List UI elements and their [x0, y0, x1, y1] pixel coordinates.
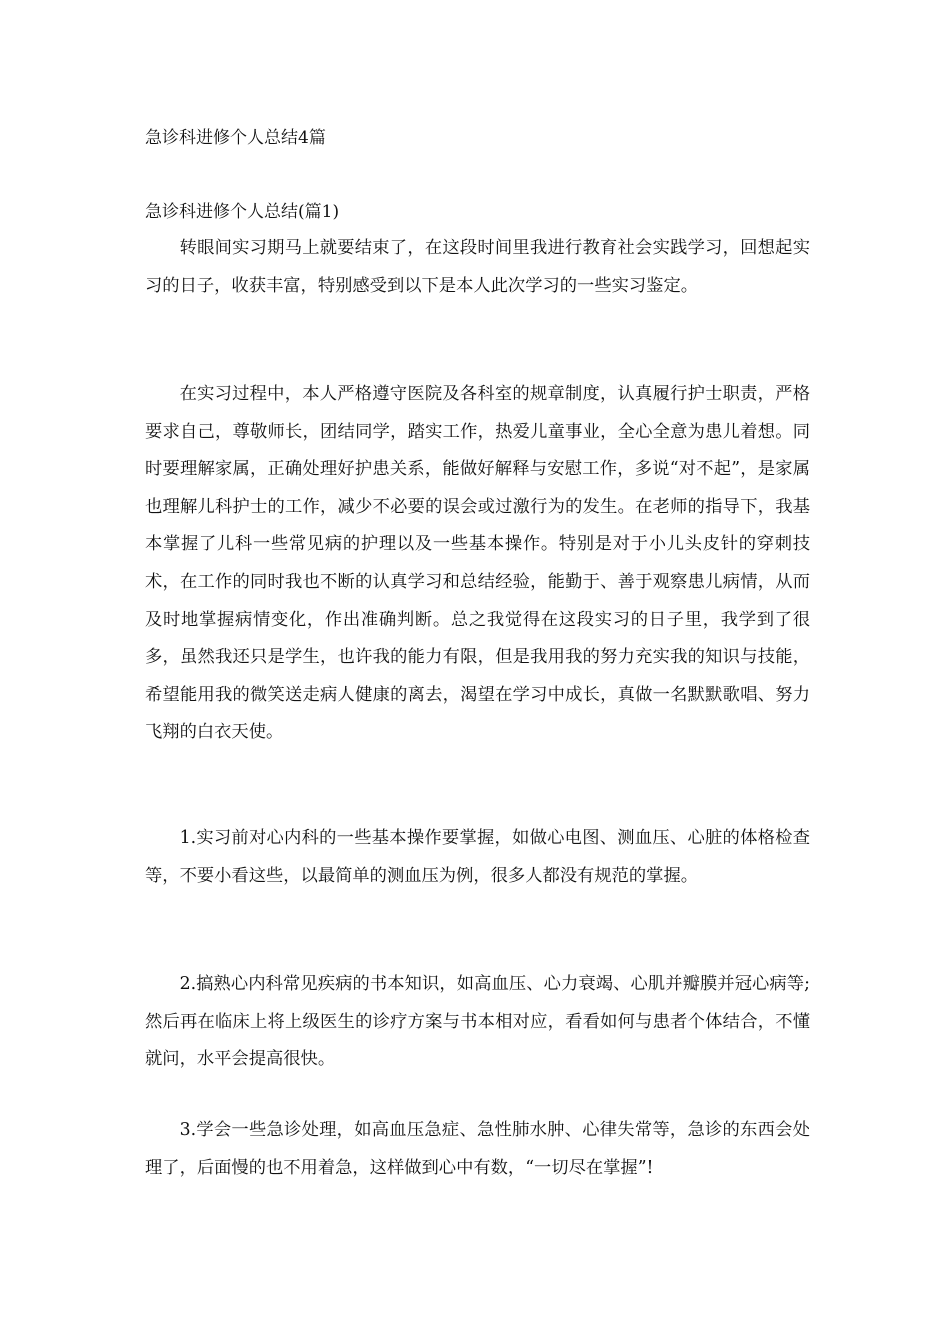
paragraph-point-1: 1.实习前对心内科的一些基本操作要掌握，如做心电图、测血压、心脏的体格检查等，不要小看这些，以最简单的测血压为例，很多人都没有规范的掌握。: [145, 828, 810, 886]
paragraph-point-2: 2.搞熟心内科常见疾病的书本知识，如高血压、心力衰竭、心肌并瓣膜并冠心病等;然后再在临床上将上级医生的诊疗方案与书本相对应，看看如何与患者个体结合，不懂就问，水平会提高很快。: [145, 974, 810, 1070]
paragraph-point-3: 3.学会一些急诊处理，如高血压急症、急性肺水肿、心律失常等，急诊的东西会处理了，后面慢的也不用着急，这样做到心中有数，“一切尽在掌握”!: [145, 1120, 810, 1178]
paragraph-intro: 转眼间实习期马上就要结束了，在这段时间里我进行教育社会实践学习，回想起实习的日子，收获丰富，特别感受到以下是本人此次学习的一些实习鉴定。: [145, 238, 810, 296]
document-title: 急诊科进修个人总结4篇: [145, 128, 326, 148]
paragraph-internship-experience: 在实习过程中，本人严格遵守医院及各科室的规章制度，认真履行护士职责，严格要求自己，尊敬师长，团结同学，踏实工作，热爱儿童事业，全心全意为患儿着想。同时要理解家属，正确处理好护患关系，能做好解释与安慰工作，多说“对不起”，是家属也理解儿科护士的工作，减少不必要的误会或过激行为的发生。在老师的指导下，我基本掌握了儿科一些常见病的护理以及一些基本操作。特别是对于小儿头皮针的穿刺技术，在工作的同时我也不断的认真学习和总结经验，能勤于、善于观察患儿病情，从而及时地掌握病情变化，作出准确判断。总之我觉得在这段实习的日子里，我学到了很多，虽然我还只是学生，也许我的能力有限，但是我用我的努力充实我的知识与技能，希望能用我的微笑送走病人健康的离去，渴望在学习中成长，真做一名默默歌唱、努力飞翔的白衣天使。: [145, 384, 810, 743]
section-heading: 急诊科进修个人总结(篇1): [145, 202, 340, 222]
